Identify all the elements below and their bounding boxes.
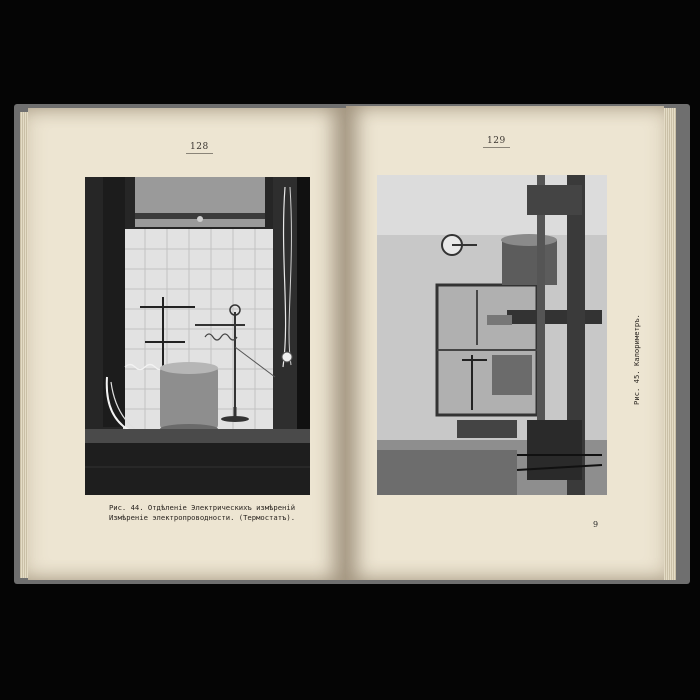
signature-mark: 9 <box>593 520 599 529</box>
figure-44-caption-line2: Измѣреніе электропроводности. (Термостатъ). <box>108 513 296 522</box>
left-page-number: 128 <box>186 142 213 154</box>
figure-44-photo <box>85 177 310 495</box>
figure-45-caption-text: Рис. 45. Калориметръ. <box>632 314 641 405</box>
figure-45-caption <box>620 245 641 405</box>
figure-45-photo <box>377 175 607 495</box>
figure-44-caption-line1: Рис. 44. Отдѣленіе Электрическихъ измѣреній <box>108 503 296 512</box>
figure-44-caption <box>96 503 308 523</box>
thermostat-illustration <box>85 177 310 495</box>
right-page-number: 129 <box>483 136 510 148</box>
calorimeter-illustration <box>377 175 607 495</box>
right-page-edges <box>664 108 676 580</box>
